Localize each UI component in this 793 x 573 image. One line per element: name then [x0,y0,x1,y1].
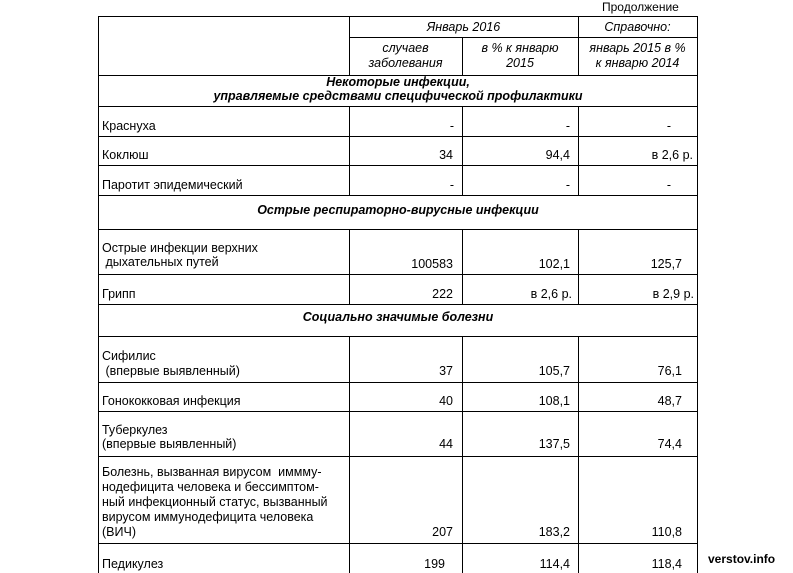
row-pertussis-pct: 94,4 [545,148,570,162]
row-pediculosis-cases: 199 [424,557,445,571]
row-hiv-name-line1: Болезнь, вызванная вирусом иммму- [102,465,322,479]
hline-section2 [98,229,698,230]
hline-rubella [98,136,698,137]
row-rubella-cases: - [449,119,454,133]
row-hiv-cases: 207 [432,525,453,539]
row-rubella-name: Краснуха [102,119,156,133]
row-pediculosis-name: Педикулез [102,557,164,571]
header-pct-line1: в % к январю [481,41,559,55]
watermark: verstov.info [708,552,776,566]
row-syphilis-cases: 37 [439,364,453,378]
row-flu-pct: в 2,6 р. [530,287,572,301]
hline-mumps [98,195,698,196]
row-hiv-name-line3: ный инфекционный статус, вызванный [102,495,328,509]
row-gonococcal-name: Гонококковая инфекция [102,394,241,408]
row-rubella-ref: - [666,119,671,133]
row-syphilis-pct: 105,7 [538,364,570,378]
section-vaccine-line2: управляемые средствами специфической профилактики [213,89,583,103]
hline-tb [98,456,698,457]
row-uri-name-line1: Острые инфекции верхних [102,241,258,255]
row-hiv-name-line4: вирусом иммунодефицита человека [102,510,314,524]
row-hiv-pct: 183,2 [538,525,570,539]
row-flu-cases: 222 [432,287,453,301]
row-hiv-name-line2: нодефицита человека и бессимптом- [102,480,319,494]
row-mumps-name: Паротит эпидемический [102,178,243,192]
section-vaccine-line1: Некоторые инфекции, [326,75,470,89]
row-pediculosis-pct: 114,4 [539,557,570,571]
row-pertussis-cases: 34 [439,148,453,162]
row-uri-ref: 125,7 [650,257,682,271]
hline-subheader [349,37,698,38]
section-social-title: Социально значимые болезни [302,310,494,324]
section-respiratory-title: Острые респираторно-вирусные инфекции [257,203,539,217]
hline-section1 [98,106,698,107]
row-tb-cases: 44 [439,437,453,451]
hline-hiv [98,543,698,544]
hline-gonococcal [98,411,698,412]
row-flu-ref: в 2,9 р. [652,287,694,301]
header-reference: Справочно: [604,20,671,34]
continuation-label: Продолжение [602,0,679,14]
header-pct-line2: 2015 [506,56,534,70]
header-january-2016: Январь 2016 [426,20,501,34]
row-pertussis-ref: в 2,6 р. [651,148,693,162]
row-syphilis-ref: 76,1 [657,364,682,378]
row-gonococcal-ref: 48,7 [657,394,682,408]
row-uri-pct: 102,1 [538,257,570,271]
row-pertussis-name: Коклюш [102,148,149,162]
hline-top [98,16,698,17]
row-mumps-pct: - [565,178,570,192]
header-cases-line2: заболевания [368,56,443,70]
header-ref-line2: к январю 2014 [595,56,680,70]
hline-uri [98,274,698,275]
row-uri-cases: 100583 [411,257,453,271]
row-tb-ref: 74,4 [657,437,682,451]
row-hiv-ref: 110,8 [651,525,682,539]
row-hiv-name-line5: (ВИЧ) [102,525,136,539]
hline-flu [98,304,698,305]
row-tb-name-line2: (впервые выявленный) [102,437,237,451]
row-syphilis-name-line2: (впервые выявленный) [102,364,240,378]
hline-pertussis [98,165,698,166]
header-cases-line1: случаев [382,41,429,55]
hline-section3 [98,336,698,337]
hline-syphilis [98,382,698,383]
row-syphilis-name-line1: Сифилис [102,349,156,363]
row-tb-pct: 137,5 [538,437,570,451]
row-mumps-cases: - [449,178,454,192]
row-uri-name-line2: дыхательных путей [102,255,219,269]
row-mumps-ref: - [666,178,671,192]
row-flu-name: Грипп [102,287,136,301]
row-rubella-pct: - [565,119,570,133]
row-gonococcal-cases: 40 [439,394,453,408]
row-pediculosis-ref: 118,4 [651,557,682,571]
header-ref-line1: январь 2015 в % [589,41,686,55]
row-tb-name-line1: Туберкулез [102,423,168,437]
row-gonococcal-pct: 108,1 [538,394,570,408]
